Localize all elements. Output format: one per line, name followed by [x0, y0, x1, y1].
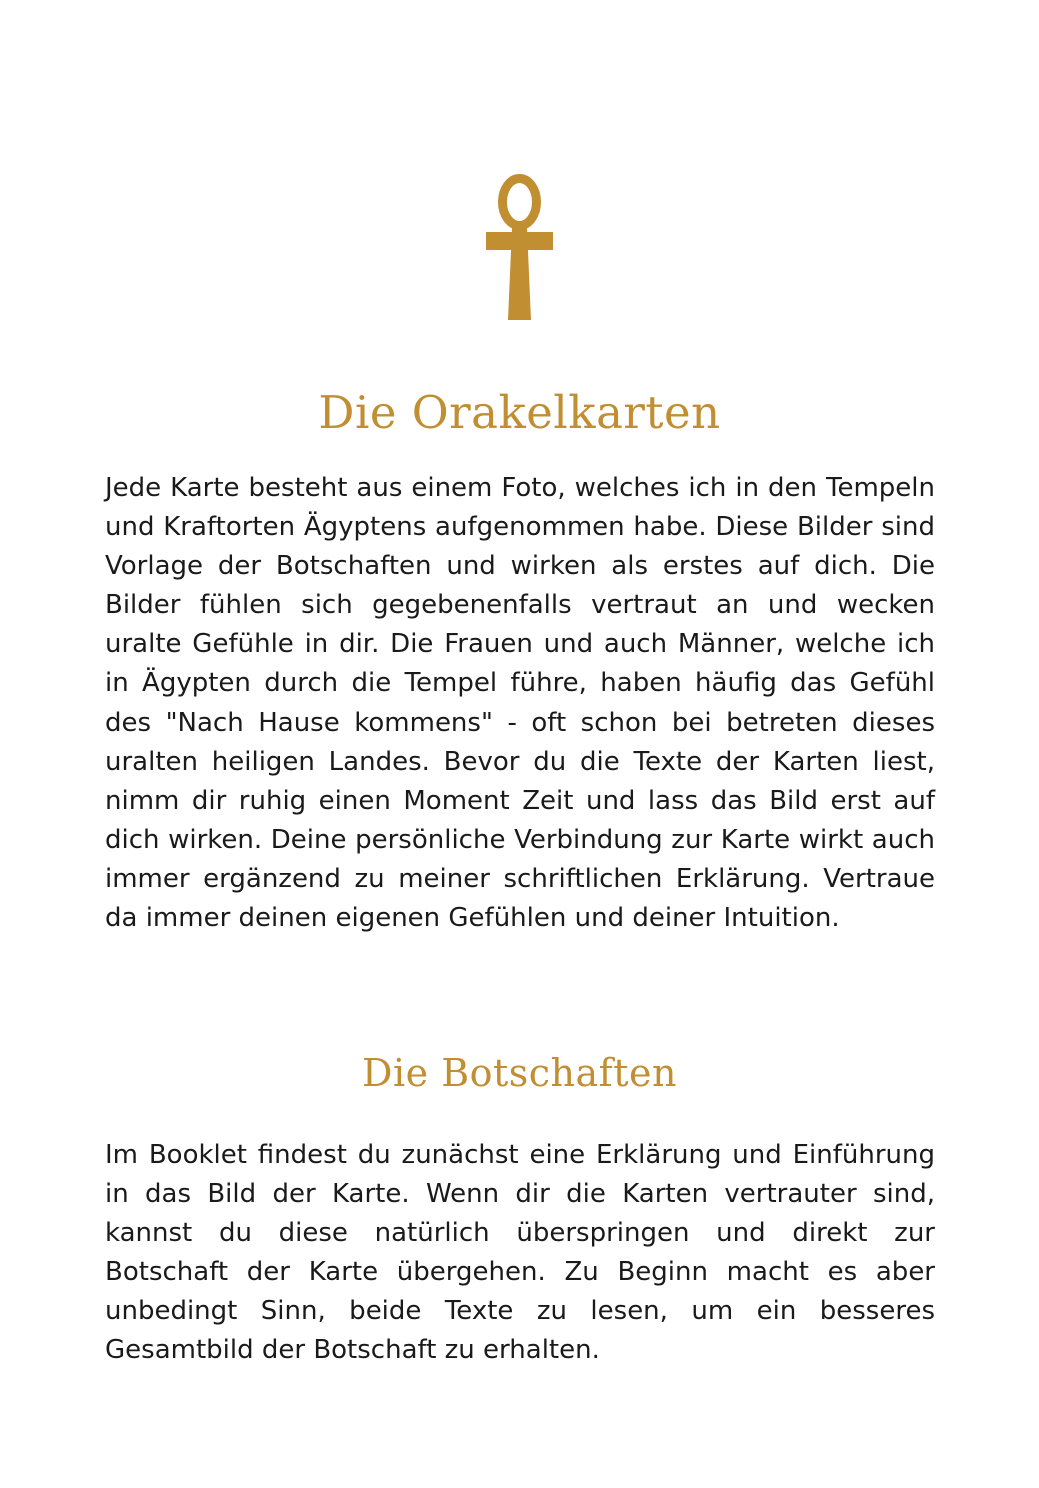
section-title-botschaften: Die Botschaften — [362, 1051, 677, 1095]
ankh-icon — [486, 172, 553, 320]
section-title-orakelkarten: Die Orakelkarten — [318, 386, 721, 439]
section-body-orakelkarten: Jede Karte besteht aus einem Foto, welches ich in den Tempeln und Kraftorten Ägyptens aufgenommen habe. Diese Bilder sind Vorlage der Botschaften und wirken als erstes auf dich. Die Bilder fühlen sich gegebenenfalls vertraut an und wecken uralte Gefühle in dir. Die Frauen und auch Männer, welche ich in Ägypten durch die Tempel führe, haben häufig das Gefühl des "Nach Hause kommens" - oft schon bei betreten dieses uralten heiligen Landes. Bevor du die Texte der Karten liest, nimm dir ruhig einen Moment Zeit und lass das Bild erst auf dich wirken. Deine persönliche Verbindung zur Karte wirkt auch immer ergänzend zu meiner schriftlichen Erklärung. Vertraue da immer deinen eigenen Gefühlen und deiner Intuition. — [105, 473, 935, 934]
section-body-botschaften: Im Booklet findest du zunächst eine Erklärung und Einführung in das Bild der Karte. Wenn dir die Karten vertrauter sind, kannst du diese natürlich überspringen und direkt zur Botschaft der Karte übergehen. Zu Beginn macht es aber unbedingt Sinn, beide Texte zu lesen, um ein besseres Gesamtbild der Botschaft zu erhalten. — [105, 1140, 935, 1366]
